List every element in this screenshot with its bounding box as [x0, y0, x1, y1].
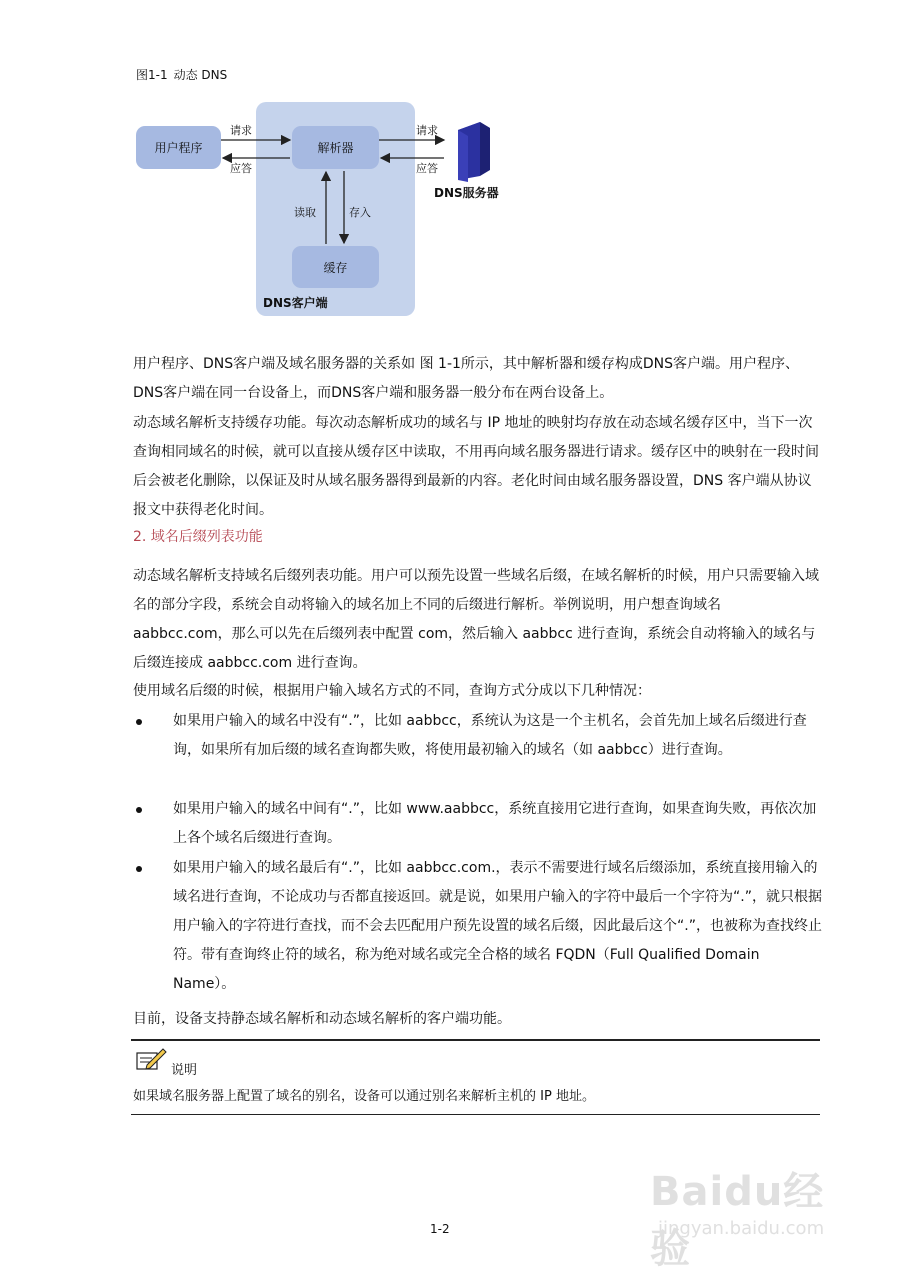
- bullet-text: 如果用户输入的域名中没有“.”，比如 aabbcc，系统认为这是一个主机名，会首先加上域名后缀进行查询，如果所有加后缀的域名查询都失败，将使用最初输入的域名（如 aabbcc）进行查询。: [173, 713, 807, 758]
- baidu-watermark: [640, 1150, 850, 1272]
- user-program-node: 用户程序: [136, 126, 221, 169]
- paragraph-current-support: 目前，设备支持静态域名解析和动态域名解析的客户端功能。: [133, 1011, 511, 1027]
- paragraph-relationship: 用户程序、DNS客户端及域名服务器的关系如 图 1-1所示，其中解析器和缓存构成DNS客户端。用户程序、DNS客户端在同一台设备上，而DNS客户端和服务器一般分布在两台设备上。: [133, 356, 800, 401]
- figure-caption: [136, 66, 233, 83]
- label-store: 存入: [349, 206, 371, 219]
- list-item: [133, 795, 823, 853]
- note-top-rule: [131, 1039, 820, 1041]
- note-bottom-rule: [131, 1114, 820, 1115]
- figure-number: 图1-1: [136, 68, 168, 82]
- note-pencil-icon: [135, 1047, 167, 1071]
- resolver-node: 解析器: [292, 126, 379, 169]
- dns-server-label: DNS服务器: [434, 186, 499, 200]
- note-text: 如果域名服务器上配置了域名的别名，设备可以通过别名来解析主机的 IP 地址。: [133, 1089, 595, 1104]
- paragraph-suffix-usage: 使用域名后缀的时候，根据用户输入域名方式的不同，查询方式分成以下几种情况：: [133, 683, 651, 699]
- list-item: [133, 854, 823, 999]
- label-response-left: 应答: [230, 162, 252, 175]
- note-title: 说明: [171, 1063, 198, 1078]
- section-heading: 2. 域名后缀列表功能: [133, 529, 263, 545]
- label-response-right: 应答: [416, 162, 438, 175]
- bullet-text: 如果用户输入的域名中间有“.”，比如 www.aabbcc，系统直接用它进行查询，如果查询失败，再依次加上各个域名后缀进行查询。: [173, 801, 817, 846]
- bullet-dot: [136, 719, 142, 725]
- label-request-right: 请求: [416, 124, 438, 137]
- cache-node: 缓存: [292, 246, 379, 288]
- bullet-dot: [136, 807, 142, 813]
- bullet-dot: [136, 866, 142, 872]
- label-read: 读取: [294, 206, 316, 219]
- dns-client-label: DNS客户端: [263, 296, 328, 310]
- label-request-left: 请求: [230, 124, 252, 137]
- server-icon: [450, 120, 494, 182]
- list-item: [133, 707, 823, 765]
- paragraph-cache: 动态域名解析支持缓存功能。每次动态解析成功的域名与 IP 地址的映射均存放在动态域名缓存区中，当下一次查询相同域名的时候，就可以直接从缓存区中读取，不用再向域名服务器进行请求。缓存区中的映射在一段时间后会被老化删除，以保证及时从域名服务器得到最新的内容。老化时间由域名服务器设置，DNS 客户端从协议报文中获得老化时间。: [133, 415, 819, 518]
- figure-title: 动态 DNS: [173, 68, 228, 82]
- paragraph-suffix-list: 动态域名解析支持域名后缀列表功能。用户可以预先设置一些域名后缀，在域名解析的时候，用户只需要输入域名的部分字段，系统会自动将输入的域名加上不同的后缀进行解析。举例说明，用户想查询域名 aabbcc.com，那么可以先在后缀列表中配置 com，然后输入 aabbcc 进行查询，系统会自动将输入的域名与后缀连接成 aabbcc.com 进行查询。: [133, 568, 819, 671]
- watermark-url: jingyan.baidu.com: [658, 1218, 825, 1239]
- dns-diagram: [130, 96, 510, 326]
- watermark-logo: Baidu经验: [650, 1169, 825, 1272]
- page-number: 1-2: [430, 1222, 450, 1236]
- bullet-text: 如果用户输入的域名最后有“.”，比如 aabbcc.com.，表示不需要进行域名后缀添加，系统直接用输入的域名进行查询，不论成功与否都直接返回。就是说，如果用户输入的字符中最后一个字符为“.”，就只根据用户输入的字符进行查找，而不会去匹配用户预先设置的域名后缀，因此最后这个“.”，也被称为查找终止符。带有查询终止符的域名，称为绝对域名或完全合格的域名 FQDN（Full Qualified Domain Name）。: [173, 860, 822, 992]
